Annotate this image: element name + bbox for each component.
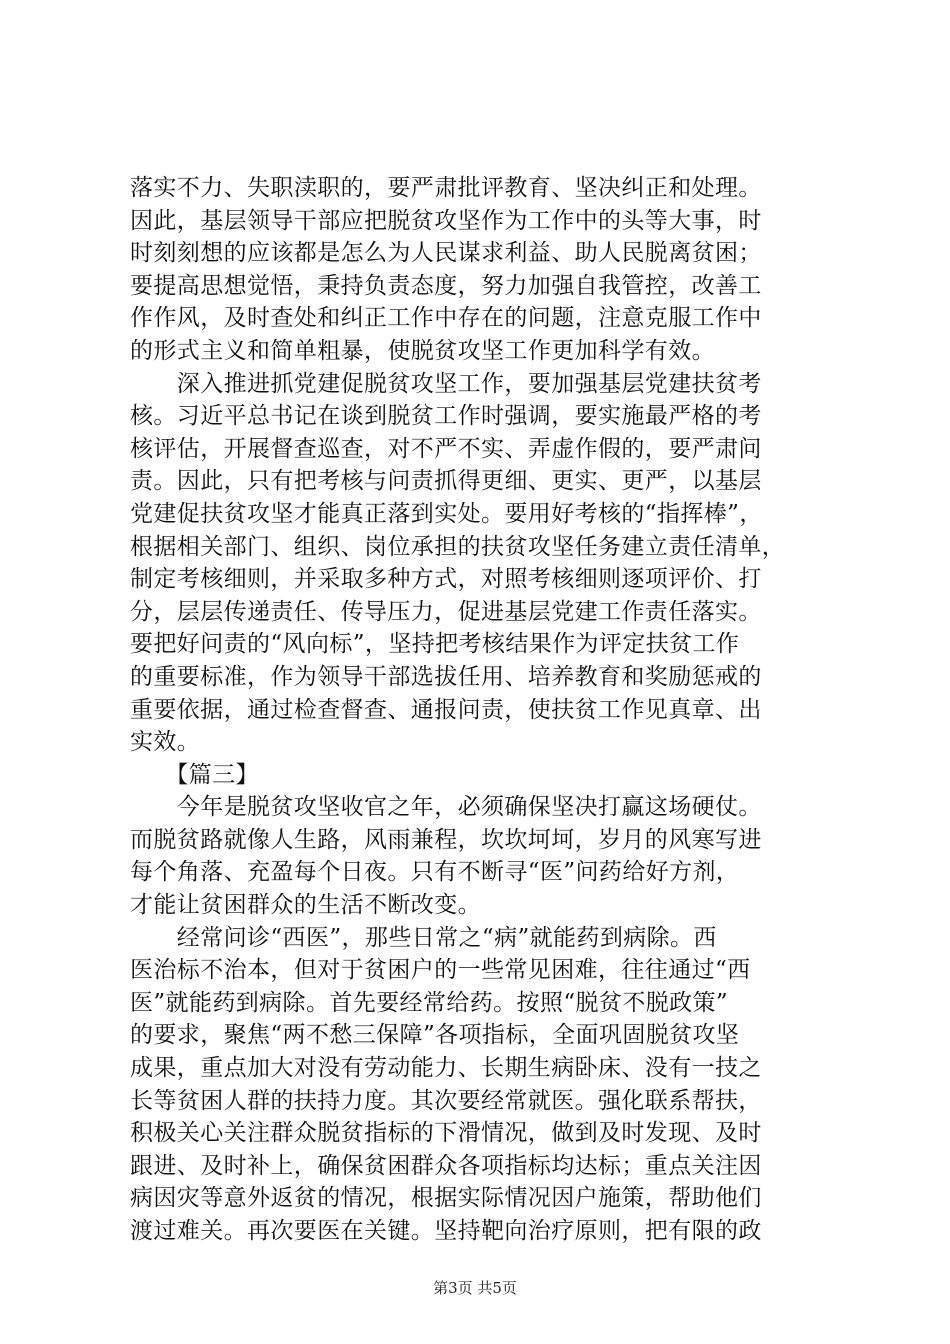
text-line: 长等贫困人群的扶持力度。其次要经常就医。强化联系帮扶，: [130, 1087, 762, 1114]
document-body: [130, 172, 830, 1248]
text-line: 的要求，聚焦“两不愁三保障”各项指标，全面巩固脱贫攻坚: [130, 1022, 740, 1049]
text-line: 根据相关部门、组织、岗位承担的扶贫攻坚任务建立责任清单，: [130, 533, 786, 560]
text-line: 作作风，及时查处和纠正工作中存在的问题，注意克服工作中: [130, 305, 762, 332]
text-line: 跟进、及时补上，确保贫困群众各项指标均达标；重点关注因: [130, 1152, 762, 1179]
text-line: 的重要标准，作为领导干部选拔任用、培养教育和奖励惩戒的: [130, 663, 762, 690]
text-line: 制定考核细则，并采取多种方式，对照考核细则逐项评价、打: [130, 566, 762, 593]
text-line: 成果，重点加大对没有劳动能力、长期生病卧床、没有一技之: [130, 1055, 762, 1082]
text-line: 要提高思想觉悟，秉持负责态度，努力加强自我管控，改善工: [130, 272, 762, 299]
text-line: 时刻刻想的应该都是怎么为人民谋求利益、助人民脱离贫困；: [130, 240, 762, 267]
text-line: 今年是脱贫攻坚收官之年，必须确保坚决打赢这场硬仗。: [130, 794, 762, 821]
text-line: 而脱贫路就像人生路，风雨兼程，坎坎坷坷，岁月的风寒写进: [130, 826, 762, 853]
text-line: 核。习近平总书记在谈到脱贫工作时强调，要实施最严格的考: [130, 403, 762, 430]
text-line: 要把好问责的“风向标”，坚持把考核结果作为评定扶贫工作: [130, 631, 740, 658]
text-line: 【篇三】: [130, 761, 259, 788]
text-line: 每个角落、充盈每个日夜。只有不断寻“医”问药给好方剂，: [130, 859, 740, 886]
text-line: 病因灾等意外返贫的情况，根据实际情况因户施策，帮助他们: [130, 1185, 762, 1212]
text-line: 落实不力、失职渎职的，要严肃批评教育、坚决纠正和处理。: [130, 175, 762, 201]
text-line: 经常问诊“西医”，那些日常之“病”就能药到病除。西: [130, 924, 717, 951]
text-line: 核评估，开展督查巡查，对不严不实、弄虚作假的，要严肃问: [130, 435, 762, 462]
text-line: 渡过难关。再次要医在关键。坚持靶向治疗原则，把有限的政: [130, 1218, 762, 1244]
text-line: 重要依据，通过检查督查、通报问责，使扶贫工作见真章、出: [130, 696, 762, 723]
text-line: 分，层层传递责任、传导压力，促进基层党建工作责任落实。: [130, 598, 762, 625]
text-line: 党建促扶贫攻坚才能真正落到实处。要用好考核的“指挥棒”，: [130, 500, 763, 527]
text-line: 的形式主义和简单粗暴，使脱贫攻坚工作更加科学有效。: [130, 337, 715, 364]
text-line: 积极关心关注群众脱贫指标的下滑情况，做到及时发现、及时: [130, 1120, 762, 1147]
text-line: 深入推进抓党建促脱贫攻坚工作，要加强基层党建扶贫考: [130, 370, 762, 397]
page-footer: 第3页 共5页: [433, 1279, 517, 1297]
text-line: 才能让贫困群众的生活不断改变。: [130, 892, 481, 919]
text-line: 责。因此，只有把考核与问责抓得更细、更实、更严，以基层: [130, 468, 762, 495]
text-line: 医”就能药到病除。首先要经常给药。按照“脱贫不脱政策”: [130, 989, 729, 1016]
text-line: 因此，基层领导干部应把脱贫攻坚作为工作中的头等大事，时: [130, 207, 762, 234]
text-line: 医治标不治本，但对于贫困户的一些常见困难，往往通过“西: [130, 957, 751, 984]
text-line: 实效。: [130, 729, 201, 756]
